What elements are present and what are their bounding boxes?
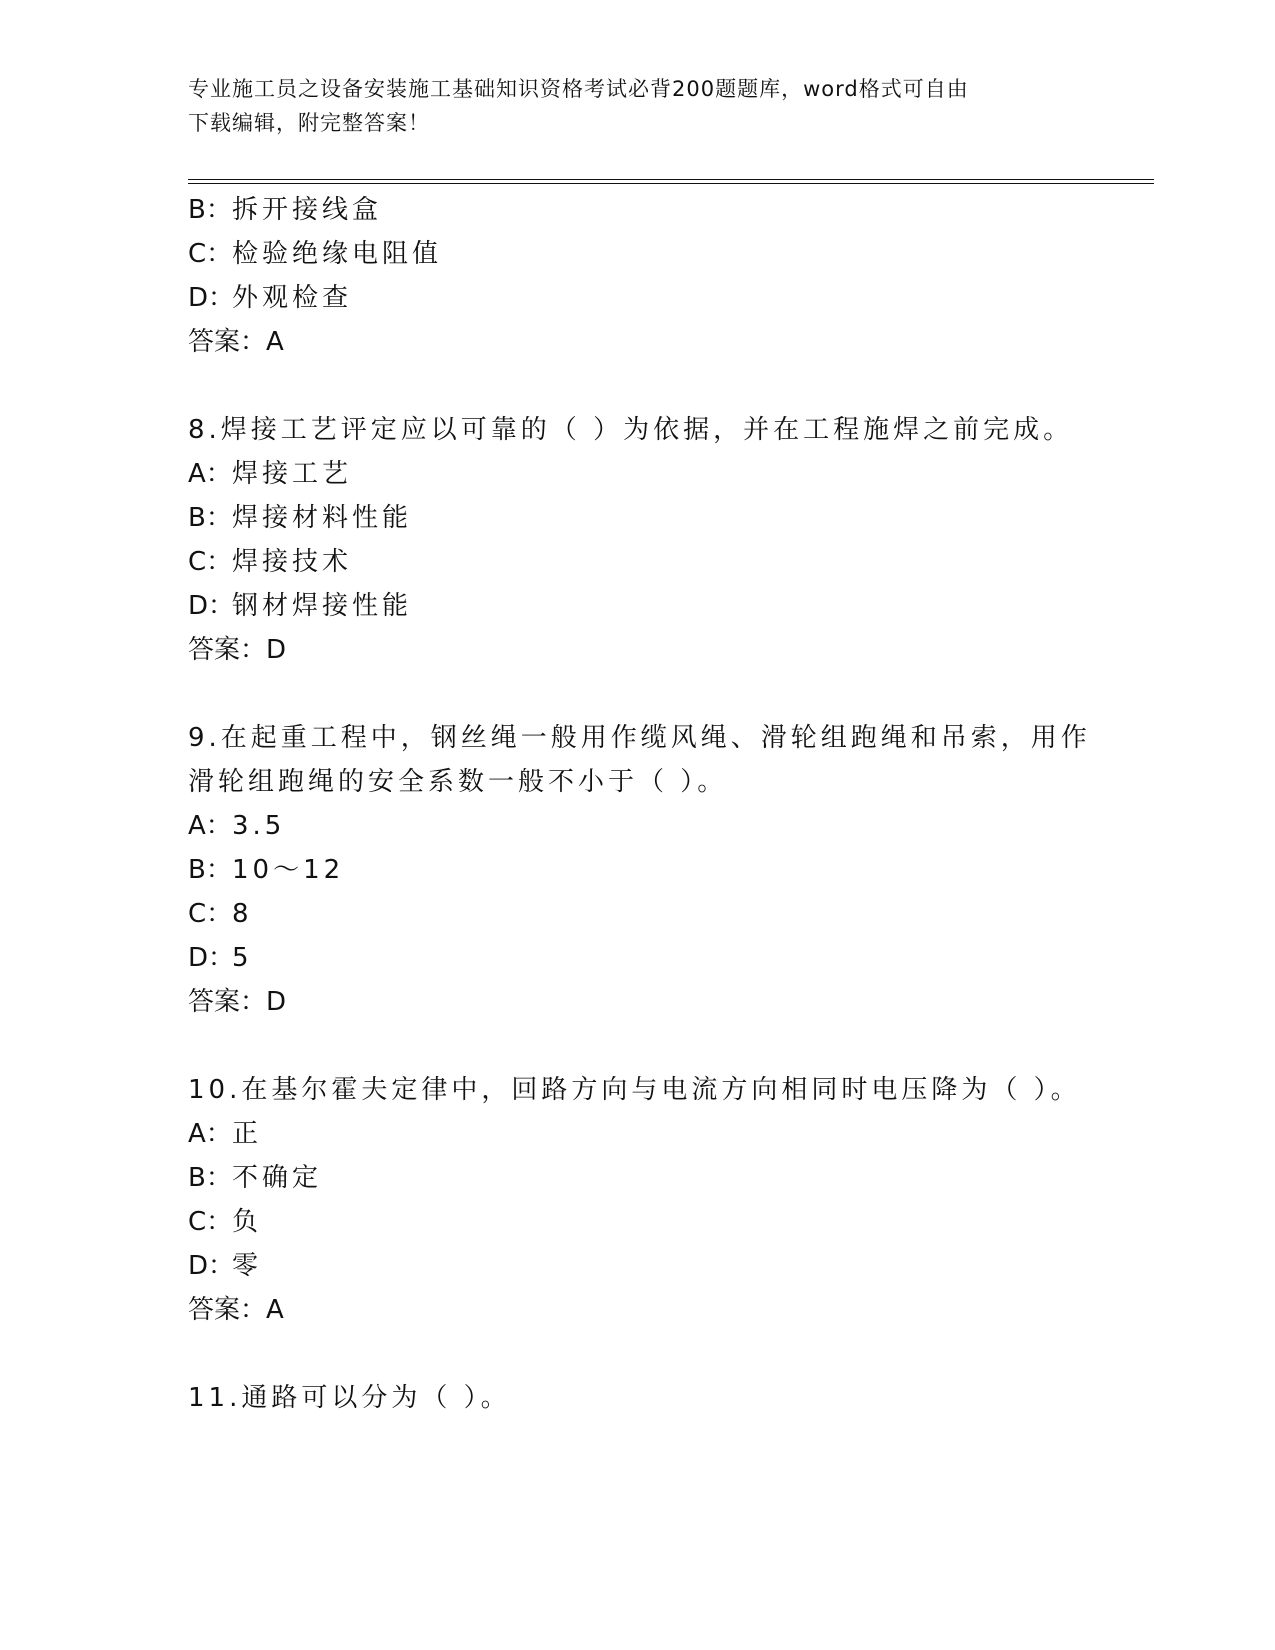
option-label: B： xyxy=(188,195,232,225)
question-7-option-c xyxy=(188,239,442,269)
option-text: 检验绝缘电阻值 xyxy=(232,239,443,269)
option-text: 10～12 xyxy=(232,855,345,885)
option-text: 8 xyxy=(232,899,253,929)
option-label: C： xyxy=(188,1207,233,1237)
question-10-option-a xyxy=(188,1119,262,1149)
option-text: 焊接工艺 xyxy=(232,459,353,489)
question-7-option-d xyxy=(188,283,352,313)
option-label: D： xyxy=(188,591,235,621)
question-9-stem-line-1: 9.在起重工程中，钢丝绳一般用作缆风绳、滑轮组跑绳和吊索，用作 xyxy=(188,723,1091,753)
question-11-stem: 11.通路可以分为（ ）。 xyxy=(188,1383,511,1413)
question-10-option-b xyxy=(188,1163,322,1193)
option-text: 钢材焊接性能 xyxy=(232,591,413,621)
header-divider-top xyxy=(188,179,1154,180)
option-text: 零 xyxy=(232,1251,263,1281)
option-text: 焊接技术 xyxy=(232,547,353,577)
question-8-stem: 8.焊接工艺评定应以可靠的（ ）为依据，并在工程施焊之前完成。 xyxy=(188,415,1074,445)
document-header xyxy=(188,72,1088,140)
option-label: B： xyxy=(188,855,232,885)
question-9-stem-line-2: 滑轮组跑绳的安全系数一般不小于（ ）。 xyxy=(188,767,728,797)
question-10-answer: 答案：A xyxy=(188,1295,284,1325)
option-label: C： xyxy=(188,899,233,929)
question-8-option-d xyxy=(188,591,412,621)
option-label: B： xyxy=(188,503,232,533)
header-divider-bottom xyxy=(188,183,1154,184)
option-label: D： xyxy=(188,283,235,313)
option-text: 拆开接线盒 xyxy=(232,195,383,225)
option-text: 负 xyxy=(232,1207,263,1237)
question-10-stem: 10.在基尔霍夫定律中，回路方向与电流方向相同时电压降为（ ）。 xyxy=(188,1075,1081,1105)
option-text: 正 xyxy=(232,1119,263,1149)
question-10-option-d xyxy=(188,1251,262,1281)
option-label: A： xyxy=(188,811,232,841)
option-text: 不确定 xyxy=(232,1163,323,1193)
option-label: A： xyxy=(188,1119,232,1149)
question-8-answer: 答案：D xyxy=(188,635,287,665)
question-9-option-d xyxy=(188,943,253,973)
option-text: 3.5 xyxy=(232,811,286,841)
option-label: D： xyxy=(188,1251,235,1281)
question-7-option-b xyxy=(188,195,382,225)
question-8-option-b xyxy=(188,503,412,533)
option-label: D： xyxy=(188,943,235,973)
question-9-answer: 答案：D xyxy=(188,987,287,1017)
header-title-line-2: 下载编辑，附完整答案！ xyxy=(188,111,430,135)
question-8-option-a xyxy=(188,459,352,489)
question-9-option-a xyxy=(188,811,285,841)
option-text: 5 xyxy=(232,943,253,973)
question-9-option-c xyxy=(188,899,253,929)
option-label: A： xyxy=(188,459,232,489)
option-text: 外观检查 xyxy=(232,283,353,313)
question-10-option-c xyxy=(188,1207,262,1237)
option-label: C： xyxy=(188,547,233,577)
question-7-answer: 答案：A xyxy=(188,327,284,357)
header-title-line-1: 专业施工员之设备安装施工基础知识资格考试必背200题题库，word格式可自由 xyxy=(188,77,969,101)
option-text: 焊接材料性能 xyxy=(232,503,413,533)
question-8-option-c xyxy=(188,547,352,577)
option-label: C： xyxy=(188,239,233,269)
question-9-option-b xyxy=(188,855,344,885)
option-label: B： xyxy=(188,1163,232,1193)
